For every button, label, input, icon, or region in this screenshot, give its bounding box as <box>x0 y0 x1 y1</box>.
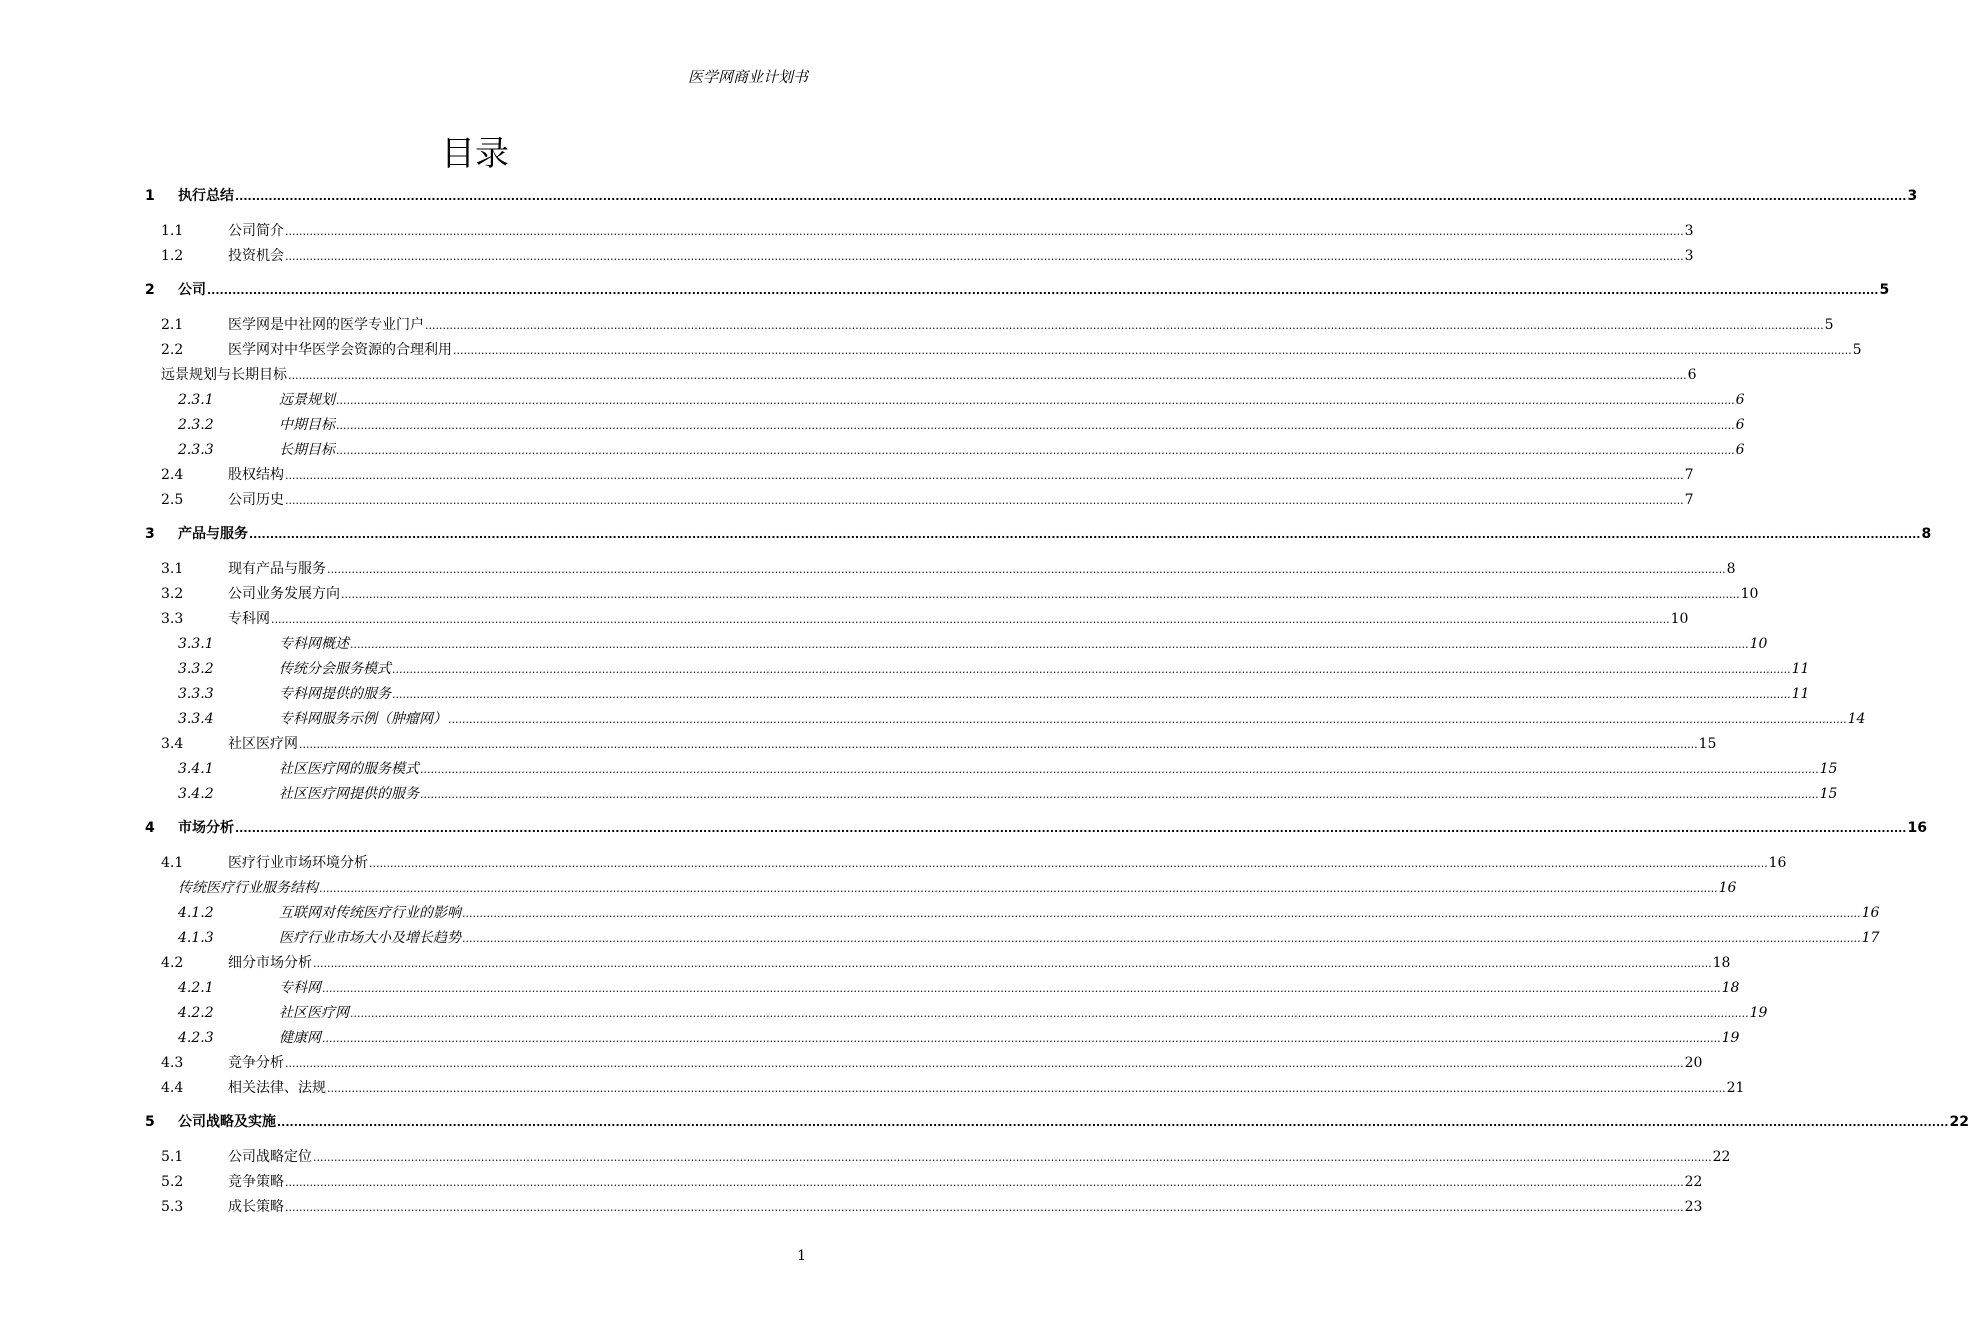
toc-leader-dots: ................................................................................................................................................................................................................................................................................................................................................................................................................ <box>425 319 1824 332</box>
toc-entry-page: 23 <box>1684 1199 1703 1215</box>
toc-entry[interactable] <box>161 489 1694 511</box>
toc-entry-number: 2.4 <box>161 467 184 483</box>
toc-leader-dots: ................................................................................................................................................................................................................................................................................................................................................................................................................ <box>249 528 1921 541</box>
toc-entry-label: 医疗行业市场大小及增长趋势 <box>279 930 461 946</box>
toc-entry[interactable] <box>178 783 1838 805</box>
toc-entry-label: 专科网概述 <box>279 636 349 652</box>
toc-entry-number: 4.1.3 <box>178 930 214 946</box>
toc-leader-dots: ................................................................................................................................................................................................................................................................................................................................................................................................................ <box>285 250 1684 263</box>
toc-entry-page: 6 <box>1735 442 1745 458</box>
toc-leader-dots: ................................................................................................................................................................................................................................................................................................................................................................................................................ <box>277 1116 1949 1129</box>
toc-entry-page: 20 <box>1684 1055 1703 1071</box>
toc-entry-label: 公司简介 <box>228 223 284 239</box>
toc-entry-page: 16 <box>1861 905 1880 921</box>
toc-entry-number: 3.4.1 <box>178 761 214 777</box>
toc-entry-page: 6 <box>1735 417 1745 433</box>
toc-entry-number: 5 <box>145 1114 155 1130</box>
toc-entry-label: 现有产品与服务 <box>228 561 326 577</box>
toc-entry-number: 4.1 <box>161 855 184 871</box>
toc-entry-label: 远景规划与长期目标 <box>161 367 287 383</box>
toc-leader-dots: ................................................................................................................................................................................................................................................................................................................................................................................................................ <box>350 1007 1749 1020</box>
toc-entry-label: 远景规划 <box>279 392 335 408</box>
toc-entry-label: 医学网是中社网的医学专业门户 <box>228 317 424 333</box>
toc-entry-number: 1.2 <box>161 248 184 264</box>
toc-entry-label: 社区医疗网提供的服务 <box>279 786 419 802</box>
toc-entry[interactable] <box>161 364 1697 386</box>
toc-leader-dots: ................................................................................................................................................................................................................................................................................................................................................................................................................ <box>392 663 1791 676</box>
toc-entry[interactable] <box>178 414 1745 436</box>
toc-leader-dots: ................................................................................................................................................................................................................................................................................................................................................................................................................ <box>235 822 1907 835</box>
toc-entry[interactable] <box>178 902 1880 924</box>
toc-entry[interactable] <box>161 852 1787 874</box>
toc-leader-dots: ................................................................................................................................................................................................................................................................................................................................................................................................................ <box>319 882 1718 895</box>
toc-entry-page: 22 <box>1684 1174 1703 1190</box>
toc-entry-label: 社区医疗网的服务模式 <box>279 761 419 777</box>
toc-leader-dots: ................................................................................................................................................................................................................................................................................................................................................................................................................ <box>392 688 1791 701</box>
toc-entry-label: 竞争策略 <box>228 1174 284 1190</box>
toc-entry[interactable] <box>161 1077 1745 1099</box>
toc-entry[interactable] <box>161 1171 1703 1193</box>
toc-entry-number: 4.1.2 <box>178 905 214 921</box>
toc-entry-number: 1 <box>145 188 155 204</box>
toc-leader-dots: ................................................................................................................................................................................................................................................................................................................................................................................................................ <box>285 494 1684 507</box>
toc-entry-number: 1.1 <box>161 223 184 239</box>
toc-entry-label: 细分市场分析 <box>228 955 312 971</box>
toc-entry-number: 4.2.2 <box>178 1005 214 1021</box>
toc-entry[interactable] <box>178 439 1745 461</box>
toc-entry-number: 4 <box>145 820 155 836</box>
toc-entry-page: 10 <box>1670 611 1689 627</box>
toc-leader-dots: ................................................................................................................................................................................................................................................................................................................................................................................................................ <box>322 982 1721 995</box>
toc-leader-dots: ................................................................................................................................................................................................................................................................................................................................................................................................................ <box>285 1057 1684 1070</box>
toc-entry-page: 17 <box>1861 930 1880 946</box>
toc-leader-dots: ................................................................................................................................................................................................................................................................................................................................................................................................................ <box>327 563 1726 576</box>
toc-entry-page: 10 <box>1740 586 1759 602</box>
toc-entry-page: 16 <box>1768 855 1787 871</box>
toc-entry-number: 3.1 <box>161 561 184 577</box>
toc-leader-dots: ................................................................................................................................................................................................................................................................................................................................................................................................................ <box>420 788 1819 801</box>
toc-leader-dots: ................................................................................................................................................................................................................................................................................................................................................................................................................ <box>271 613 1670 626</box>
toc-entry-page: 11 <box>1791 686 1810 702</box>
toc-entry[interactable] <box>161 464 1694 486</box>
toc-entry[interactable] <box>178 758 1838 780</box>
toc-entry-label: 公司战略及实施 <box>178 1114 276 1130</box>
toc-entry-page: 3 <box>1684 248 1694 264</box>
toc-entry-number: 2.2 <box>161 342 184 358</box>
toc-entry-number: 4.2.3 <box>178 1030 214 1046</box>
toc-entry-page: 3 <box>1684 223 1694 239</box>
toc-entry-number: 2.5 <box>161 492 184 508</box>
toc-entry-label: 专科网提供的服务 <box>279 686 391 702</box>
toc-entry-page: 15 <box>1819 761 1838 777</box>
toc-entry-label: 竞争分析 <box>228 1055 284 1071</box>
toc-leader-dots: ................................................................................................................................................................................................................................................................................................................................................................................................................ <box>235 190 1907 203</box>
toc-leader-dots: ................................................................................................................................................................................................................................................................................................................................................................................................................ <box>369 857 1768 870</box>
toc-entry-page: 18 <box>1712 955 1731 971</box>
toc-entry-page: 15 <box>1819 786 1838 802</box>
toc-entry[interactable] <box>161 1146 1731 1168</box>
toc-entry-label: 中期目标 <box>279 417 335 433</box>
toc-leader-dots: ................................................................................................................................................................................................................................................................................................................................................................................................................ <box>336 419 1735 432</box>
toc-entry[interactable] <box>178 683 1810 705</box>
toc-entry-page: 22 <box>1949 1114 1969 1130</box>
toc-entry-page: 18 <box>1721 980 1740 996</box>
toc-entry-label: 专科网 <box>228 611 270 627</box>
toc-entry-number: 3.3.2 <box>178 661 214 677</box>
toc-entry-label: 公司业务发展方向 <box>228 586 340 602</box>
toc-entry-number: 3.3 <box>161 611 184 627</box>
page-number: 1 <box>797 1248 806 1264</box>
toc-leader-dots: ................................................................................................................................................................................................................................................................................................................................................................................................................ <box>336 444 1735 457</box>
toc-entry-label: 专科网服务示例（肿瘤网） <box>279 711 447 727</box>
toc-entry-number: 4.4 <box>161 1080 184 1096</box>
toc-entry-page: 7 <box>1684 467 1694 483</box>
toc-leader-dots: ................................................................................................................................................................................................................................................................................................................................................................................................................ <box>322 1032 1721 1045</box>
toc-entry[interactable] <box>178 708 1866 730</box>
toc-leader-dots: ................................................................................................................................................................................................................................................................................................................................................................................................................ <box>285 469 1684 482</box>
toc-entry-page: 5 <box>1852 342 1862 358</box>
toc-entry-number: 3.4.2 <box>178 786 214 802</box>
toc-entry-label: 传统分会服务模式 <box>279 661 391 677</box>
toc-leader-dots: ................................................................................................................................................................................................................................................................................................................................................................................................................ <box>453 344 1852 357</box>
toc-entry-number: 4.2.1 <box>178 980 214 996</box>
toc-entry-page: 7 <box>1684 492 1694 508</box>
toc-entry-label: 公司 <box>178 282 206 298</box>
toc-entry[interactable] <box>161 733 1717 755</box>
toc-entry-number: 2.3.2 <box>178 417 214 433</box>
toc-entry-page: 19 <box>1749 1005 1768 1021</box>
toc-entry-page: 21 <box>1726 1080 1745 1096</box>
page-title: 目录 <box>441 134 509 174</box>
toc-entry-number: 5.2 <box>161 1174 184 1190</box>
toc-entry-label: 股权结构 <box>228 467 284 483</box>
toc-entry[interactable] <box>145 523 1932 545</box>
toc-leader-dots: ................................................................................................................................................................................................................................................................................................................................................................................................................ <box>313 1151 1712 1164</box>
toc-entry-number: 3.3.3 <box>178 686 214 702</box>
toc-leader-dots: ................................................................................................................................................................................................................................................................................................................................................................................................................ <box>327 1082 1726 1095</box>
toc-entry-page: 8 <box>1921 526 1932 542</box>
toc-entry-page: 22 <box>1712 1149 1731 1165</box>
toc-entry[interactable] <box>178 877 1737 899</box>
toc-entry-label: 公司历史 <box>228 492 284 508</box>
toc-entry[interactable] <box>178 977 1740 999</box>
toc-entry[interactable] <box>145 185 1918 207</box>
toc-entry[interactable] <box>161 1196 1703 1218</box>
toc-entry-page: 6 <box>1735 392 1745 408</box>
toc-entry-number: 3.2 <box>161 586 184 602</box>
toc-entry-page: 3 <box>1907 188 1918 204</box>
toc-entry-page: 16 <box>1718 880 1737 896</box>
toc-entry[interactable] <box>161 558 1736 580</box>
toc-leader-dots: ................................................................................................................................................................................................................................................................................................................................................................................................................ <box>285 1176 1684 1189</box>
toc-entry-label: 公司战略定位 <box>228 1149 312 1165</box>
toc-entry-page: 5 <box>1824 317 1834 333</box>
toc-entry[interactable] <box>145 1111 1969 1133</box>
toc-leader-dots: ................................................................................................................................................................................................................................................................................................................................................................................................................ <box>285 1201 1684 1214</box>
toc-entry-page: 11 <box>1791 661 1810 677</box>
toc-entry-page: 14 <box>1847 711 1866 727</box>
toc-entry-page: 8 <box>1726 561 1736 577</box>
toc-entry-label: 社区医疗网 <box>279 1005 349 1021</box>
toc-leader-dots: ................................................................................................................................................................................................................................................................................................................................................................................................................ <box>288 369 1687 382</box>
toc-entry-number: 2 <box>145 282 155 298</box>
running-header: 医学网商业计划书 <box>687 68 808 86</box>
toc-leader-dots: ................................................................................................................................................................................................................................................................................................................................................................................................................ <box>285 225 1684 238</box>
toc-entry-number: 5.3 <box>161 1199 184 1215</box>
toc-entry-number: 2.3.3 <box>178 442 214 458</box>
toc-entry-label: 相关法律、法规 <box>228 1080 326 1096</box>
toc-leader-dots: ................................................................................................................................................................................................................................................................................................................................................................................................................ <box>313 957 1712 970</box>
toc-entry[interactable] <box>161 314 1834 336</box>
toc-entry-label: 长期目标 <box>279 442 335 458</box>
toc-entry-number: 4.3 <box>161 1055 184 1071</box>
toc-entry-label: 专科网 <box>279 980 321 996</box>
toc-leader-dots: ................................................................................................................................................................................................................................................................................................................................................................................................................ <box>462 932 1861 945</box>
toc-entry-page: 10 <box>1749 636 1768 652</box>
toc-entry-page: 19 <box>1721 1030 1740 1046</box>
toc-entry-number: 5.1 <box>161 1149 184 1165</box>
toc-entry[interactable] <box>178 1027 1740 1049</box>
toc-entry-label: 传统医疗行业服务结构 <box>178 880 318 896</box>
toc-entry-label: 市场分析 <box>178 820 234 836</box>
toc-entry-label: 医学网对中华医学会资源的合理利用 <box>228 342 452 358</box>
toc-entry[interactable] <box>161 339 1862 361</box>
toc-entry-number: 3.3.4 <box>178 711 214 727</box>
toc-entry-label: 互联网对传统医疗行业的影响 <box>279 905 461 921</box>
toc-entry[interactable] <box>161 245 1694 267</box>
toc-entry-label: 产品与服务 <box>178 526 248 542</box>
toc-entry[interactable] <box>178 658 1810 680</box>
toc-entry-label: 执行总结 <box>178 188 234 204</box>
toc-entry[interactable] <box>161 220 1694 242</box>
toc-entry-number: 3 <box>145 526 155 542</box>
toc-entry[interactable] <box>145 817 1927 839</box>
toc-entry-page: 5 <box>1879 282 1890 298</box>
toc-entry-number: 2.3.1 <box>178 392 214 408</box>
toc-leader-dots: ................................................................................................................................................................................................................................................................................................................................................................................................................ <box>341 588 1740 601</box>
toc-entry-page: 15 <box>1698 736 1717 752</box>
toc-leader-dots: ................................................................................................................................................................................................................................................................................................................................................................................................................ <box>336 394 1735 407</box>
toc-entry[interactable] <box>178 927 1880 949</box>
toc-leader-dots: ................................................................................................................................................................................................................................................................................................................................................................................................................ <box>350 638 1749 651</box>
toc-entry-label: 健康网 <box>279 1030 321 1046</box>
toc-entry-label: 投资机会 <box>228 248 284 264</box>
toc-entry-number: 2.1 <box>161 317 184 333</box>
toc-leader-dots: ................................................................................................................................................................................................................................................................................................................................................................................................................ <box>420 763 1819 776</box>
toc-entry-page: 16 <box>1907 820 1927 836</box>
toc-entry[interactable] <box>178 633 1768 655</box>
toc-entry[interactable] <box>161 1052 1703 1074</box>
toc-leader-dots: ................................................................................................................................................................................................................................................................................................................................................................................................................ <box>448 713 1847 726</box>
toc-entry[interactable] <box>178 389 1745 411</box>
toc-entry-number: 3.4 <box>161 736 184 752</box>
toc-entry-label: 医疗行业市场环境分析 <box>228 855 368 871</box>
toc-entry-label: 成长策略 <box>228 1199 284 1215</box>
toc-entry-number: 3.3.1 <box>178 636 214 652</box>
toc-leader-dots: ................................................................................................................................................................................................................................................................................................................................................................................................................ <box>207 284 1879 297</box>
toc-entry[interactable] <box>161 583 1759 605</box>
toc-entry-number: 4.2 <box>161 955 184 971</box>
toc-leader-dots: ................................................................................................................................................................................................................................................................................................................................................................................................................ <box>299 738 1698 751</box>
toc-entry-label: 社区医疗网 <box>228 736 298 752</box>
toc-entry[interactable] <box>178 1002 1768 1024</box>
toc-entry[interactable] <box>161 952 1731 974</box>
toc-entry[interactable] <box>145 279 1890 301</box>
toc-entry-page: 6 <box>1687 367 1697 383</box>
toc-entry[interactable] <box>161 608 1689 630</box>
toc-leader-dots: ................................................................................................................................................................................................................................................................................................................................................................................................................ <box>462 907 1861 920</box>
